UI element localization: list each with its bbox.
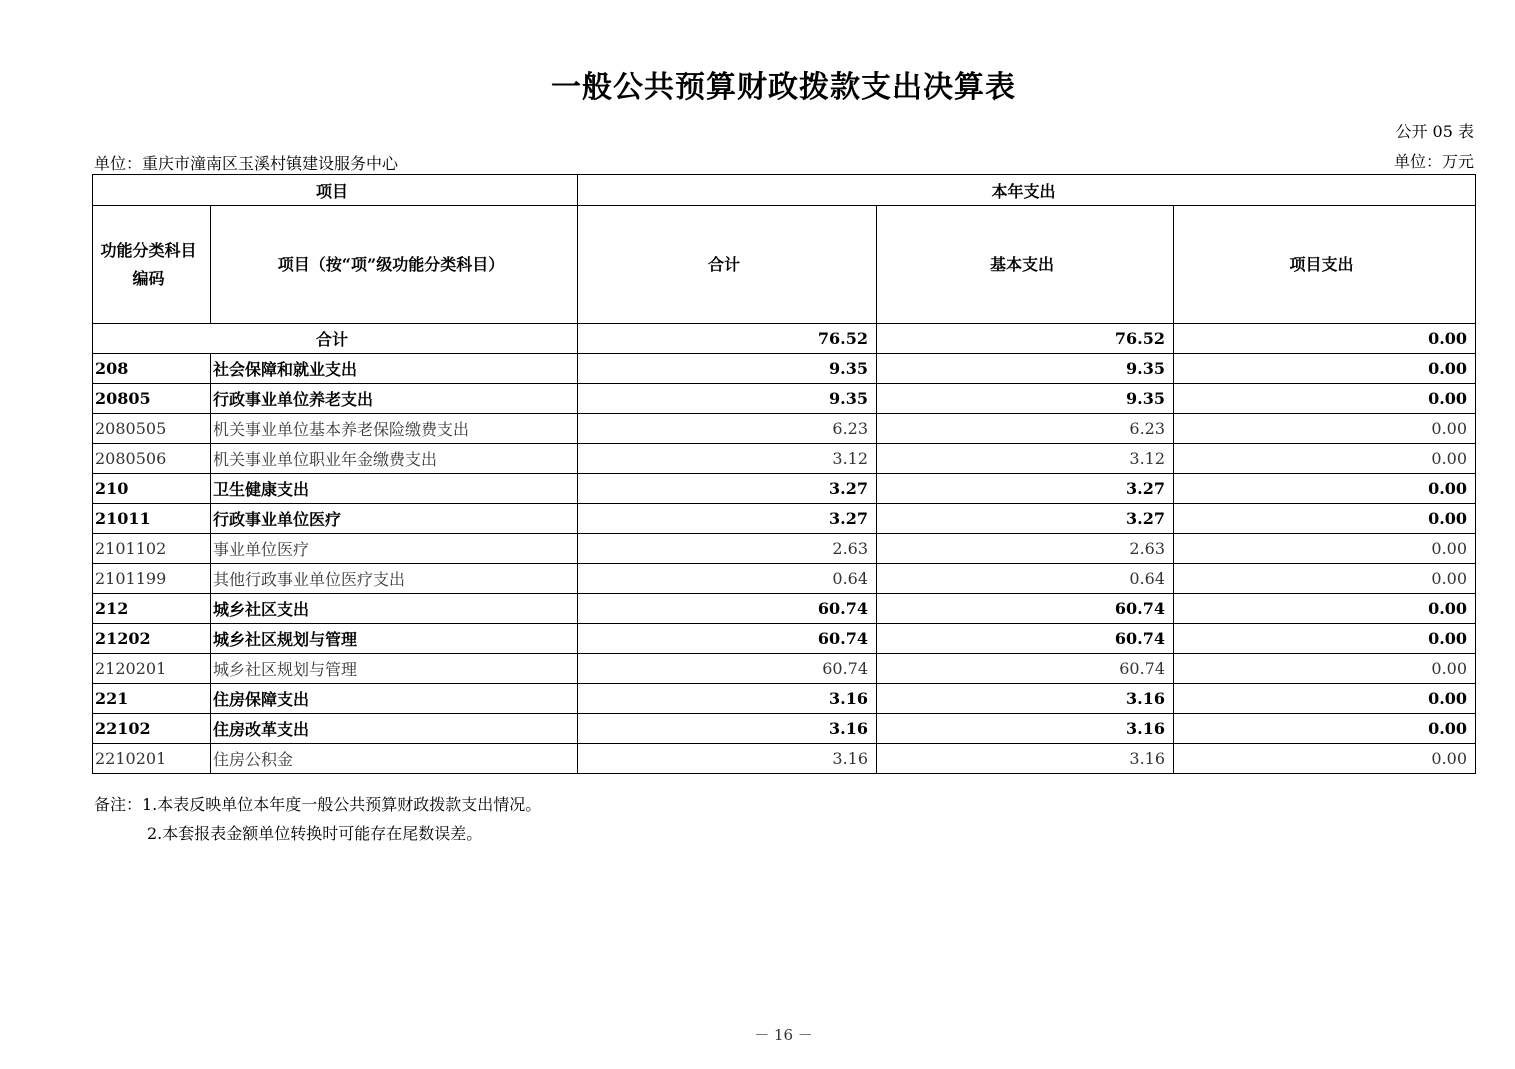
row-code: 2120201 [93, 654, 211, 684]
row-basic: 3.12 [877, 444, 1174, 474]
table-row [93, 654, 1476, 684]
row-project: 0.00 [1174, 384, 1476, 414]
row-basic: 60.74 [877, 624, 1174, 654]
table-row [93, 354, 1476, 384]
total-basic: 76.52 [877, 324, 1174, 354]
row-total: 9.35 [578, 384, 877, 414]
header-code-col: 功能分类科目编码 [93, 206, 211, 324]
header-row-top [93, 175, 1476, 206]
total-project: 0.00 [1174, 324, 1476, 354]
row-basic: 9.35 [877, 354, 1174, 384]
table-row [93, 564, 1476, 594]
row-name: 机关事业单位职业年金缴费支出 [211, 444, 578, 474]
row-basic: 3.16 [877, 684, 1174, 714]
row-basic: 9.35 [877, 384, 1174, 414]
row-basic: 3.27 [877, 504, 1174, 534]
page-number: － 16 － [754, 1026, 813, 1044]
row-code: 210 [93, 474, 211, 504]
note-line-2: 2.本套报表金额单位转换时可能存在尾数误差。 [147, 824, 483, 843]
table-row [93, 744, 1476, 774]
row-name: 住房保障支出 [211, 684, 578, 714]
header-current-year: 本年支出 [578, 175, 1476, 206]
page-title: 一般公共预算财政拨款支出决算表 [551, 70, 1016, 105]
row-code: 212 [93, 594, 211, 624]
unit-currency: 单位：万元 [1393, 152, 1474, 171]
row-code: 2080505 [93, 414, 211, 444]
row-project: 0.00 [1174, 624, 1476, 654]
row-project: 0.00 [1174, 744, 1476, 774]
row-project: 0.00 [1174, 354, 1476, 384]
row-code: 221 [93, 684, 211, 714]
header-project-col: 项目支出 [1174, 206, 1476, 324]
unit-organization: 单位：重庆市潼南区玉溪村镇建设服务中心 [94, 154, 399, 173]
row-name: 事业单位医疗 [211, 534, 578, 564]
row-name: 其他行政事业单位医疗支出 [211, 564, 578, 594]
note-line-1: 备注：1.本表反映单位本年度一般公共预算财政拨款支出情况。 [94, 795, 542, 814]
row-total: 2.63 [578, 534, 877, 564]
row-total: 3.16 [578, 744, 877, 774]
row-project: 0.00 [1174, 414, 1476, 444]
row-code: 2210201 [93, 744, 211, 774]
table-row [93, 684, 1476, 714]
row-basic: 0.64 [877, 564, 1174, 594]
budget-table [92, 174, 1476, 774]
row-name: 社会保障和就业支出 [211, 354, 578, 384]
row-code: 2101102 [93, 534, 211, 564]
table-row [93, 504, 1476, 534]
header-total-col: 合计 [578, 206, 877, 324]
row-total: 3.16 [578, 684, 877, 714]
row-basic: 60.74 [877, 654, 1174, 684]
total-row [93, 324, 1476, 354]
row-name: 城乡社区规划与管理 [211, 654, 578, 684]
row-basic: 6.23 [877, 414, 1174, 444]
row-total: 3.27 [578, 504, 877, 534]
row-code: 2080506 [93, 444, 211, 474]
row-project: 0.00 [1174, 564, 1476, 594]
row-project: 0.00 [1174, 654, 1476, 684]
table-row [93, 414, 1476, 444]
row-project: 0.00 [1174, 474, 1476, 504]
row-project: 0.00 [1174, 714, 1476, 744]
header-project: 项目 [93, 175, 578, 206]
table-row [93, 714, 1476, 744]
row-project: 0.00 [1174, 684, 1476, 714]
table-row [93, 444, 1476, 474]
table-row [93, 624, 1476, 654]
table-code-label: 公开 05 表 [1395, 122, 1474, 141]
row-basic: 60.74 [877, 594, 1174, 624]
total-label: 合计 [93, 324, 578, 354]
row-name: 住房改革支出 [211, 714, 578, 744]
row-basic: 3.16 [877, 744, 1174, 774]
table-row [93, 534, 1476, 564]
row-code: 2101199 [93, 564, 211, 594]
row-name: 城乡社区支出 [211, 594, 578, 624]
row-total: 9.35 [578, 354, 877, 384]
row-total: 60.74 [578, 654, 877, 684]
notes [94, 790, 541, 848]
row-project: 0.00 [1174, 594, 1476, 624]
header-row-sub [93, 206, 1476, 324]
row-code: 22102 [93, 714, 211, 744]
row-total: 3.27 [578, 474, 877, 504]
row-total: 0.64 [578, 564, 877, 594]
header-name-col: 项目（按“项”级功能分类科目） [211, 206, 578, 324]
row-name: 卫生健康支出 [211, 474, 578, 504]
total-amount: 76.52 [578, 324, 877, 354]
row-basic: 3.16 [877, 714, 1174, 744]
row-name: 行政事业单位医疗 [211, 504, 578, 534]
row-total: 6.23 [578, 414, 877, 444]
row-name: 城乡社区规划与管理 [211, 624, 578, 654]
row-code: 20805 [93, 384, 211, 414]
row-project: 0.00 [1174, 504, 1476, 534]
row-code: 21011 [93, 504, 211, 534]
row-total: 3.12 [578, 444, 877, 474]
row-project: 0.00 [1174, 534, 1476, 564]
row-total: 60.74 [578, 594, 877, 624]
row-total: 60.74 [578, 624, 877, 654]
row-basic: 2.63 [877, 534, 1174, 564]
row-project: 0.00 [1174, 444, 1476, 474]
row-code: 208 [93, 354, 211, 384]
header-basic-col: 基本支出 [877, 206, 1174, 324]
row-basic: 3.27 [877, 474, 1174, 504]
row-total: 3.16 [578, 714, 877, 744]
row-name: 行政事业单位养老支出 [211, 384, 578, 414]
row-name: 机关事业单位基本养老保险缴费支出 [211, 414, 578, 444]
table-row [93, 474, 1476, 504]
table-row [93, 384, 1476, 414]
row-name: 住房公积金 [211, 744, 578, 774]
table-row [93, 594, 1476, 624]
row-code: 21202 [93, 624, 211, 654]
